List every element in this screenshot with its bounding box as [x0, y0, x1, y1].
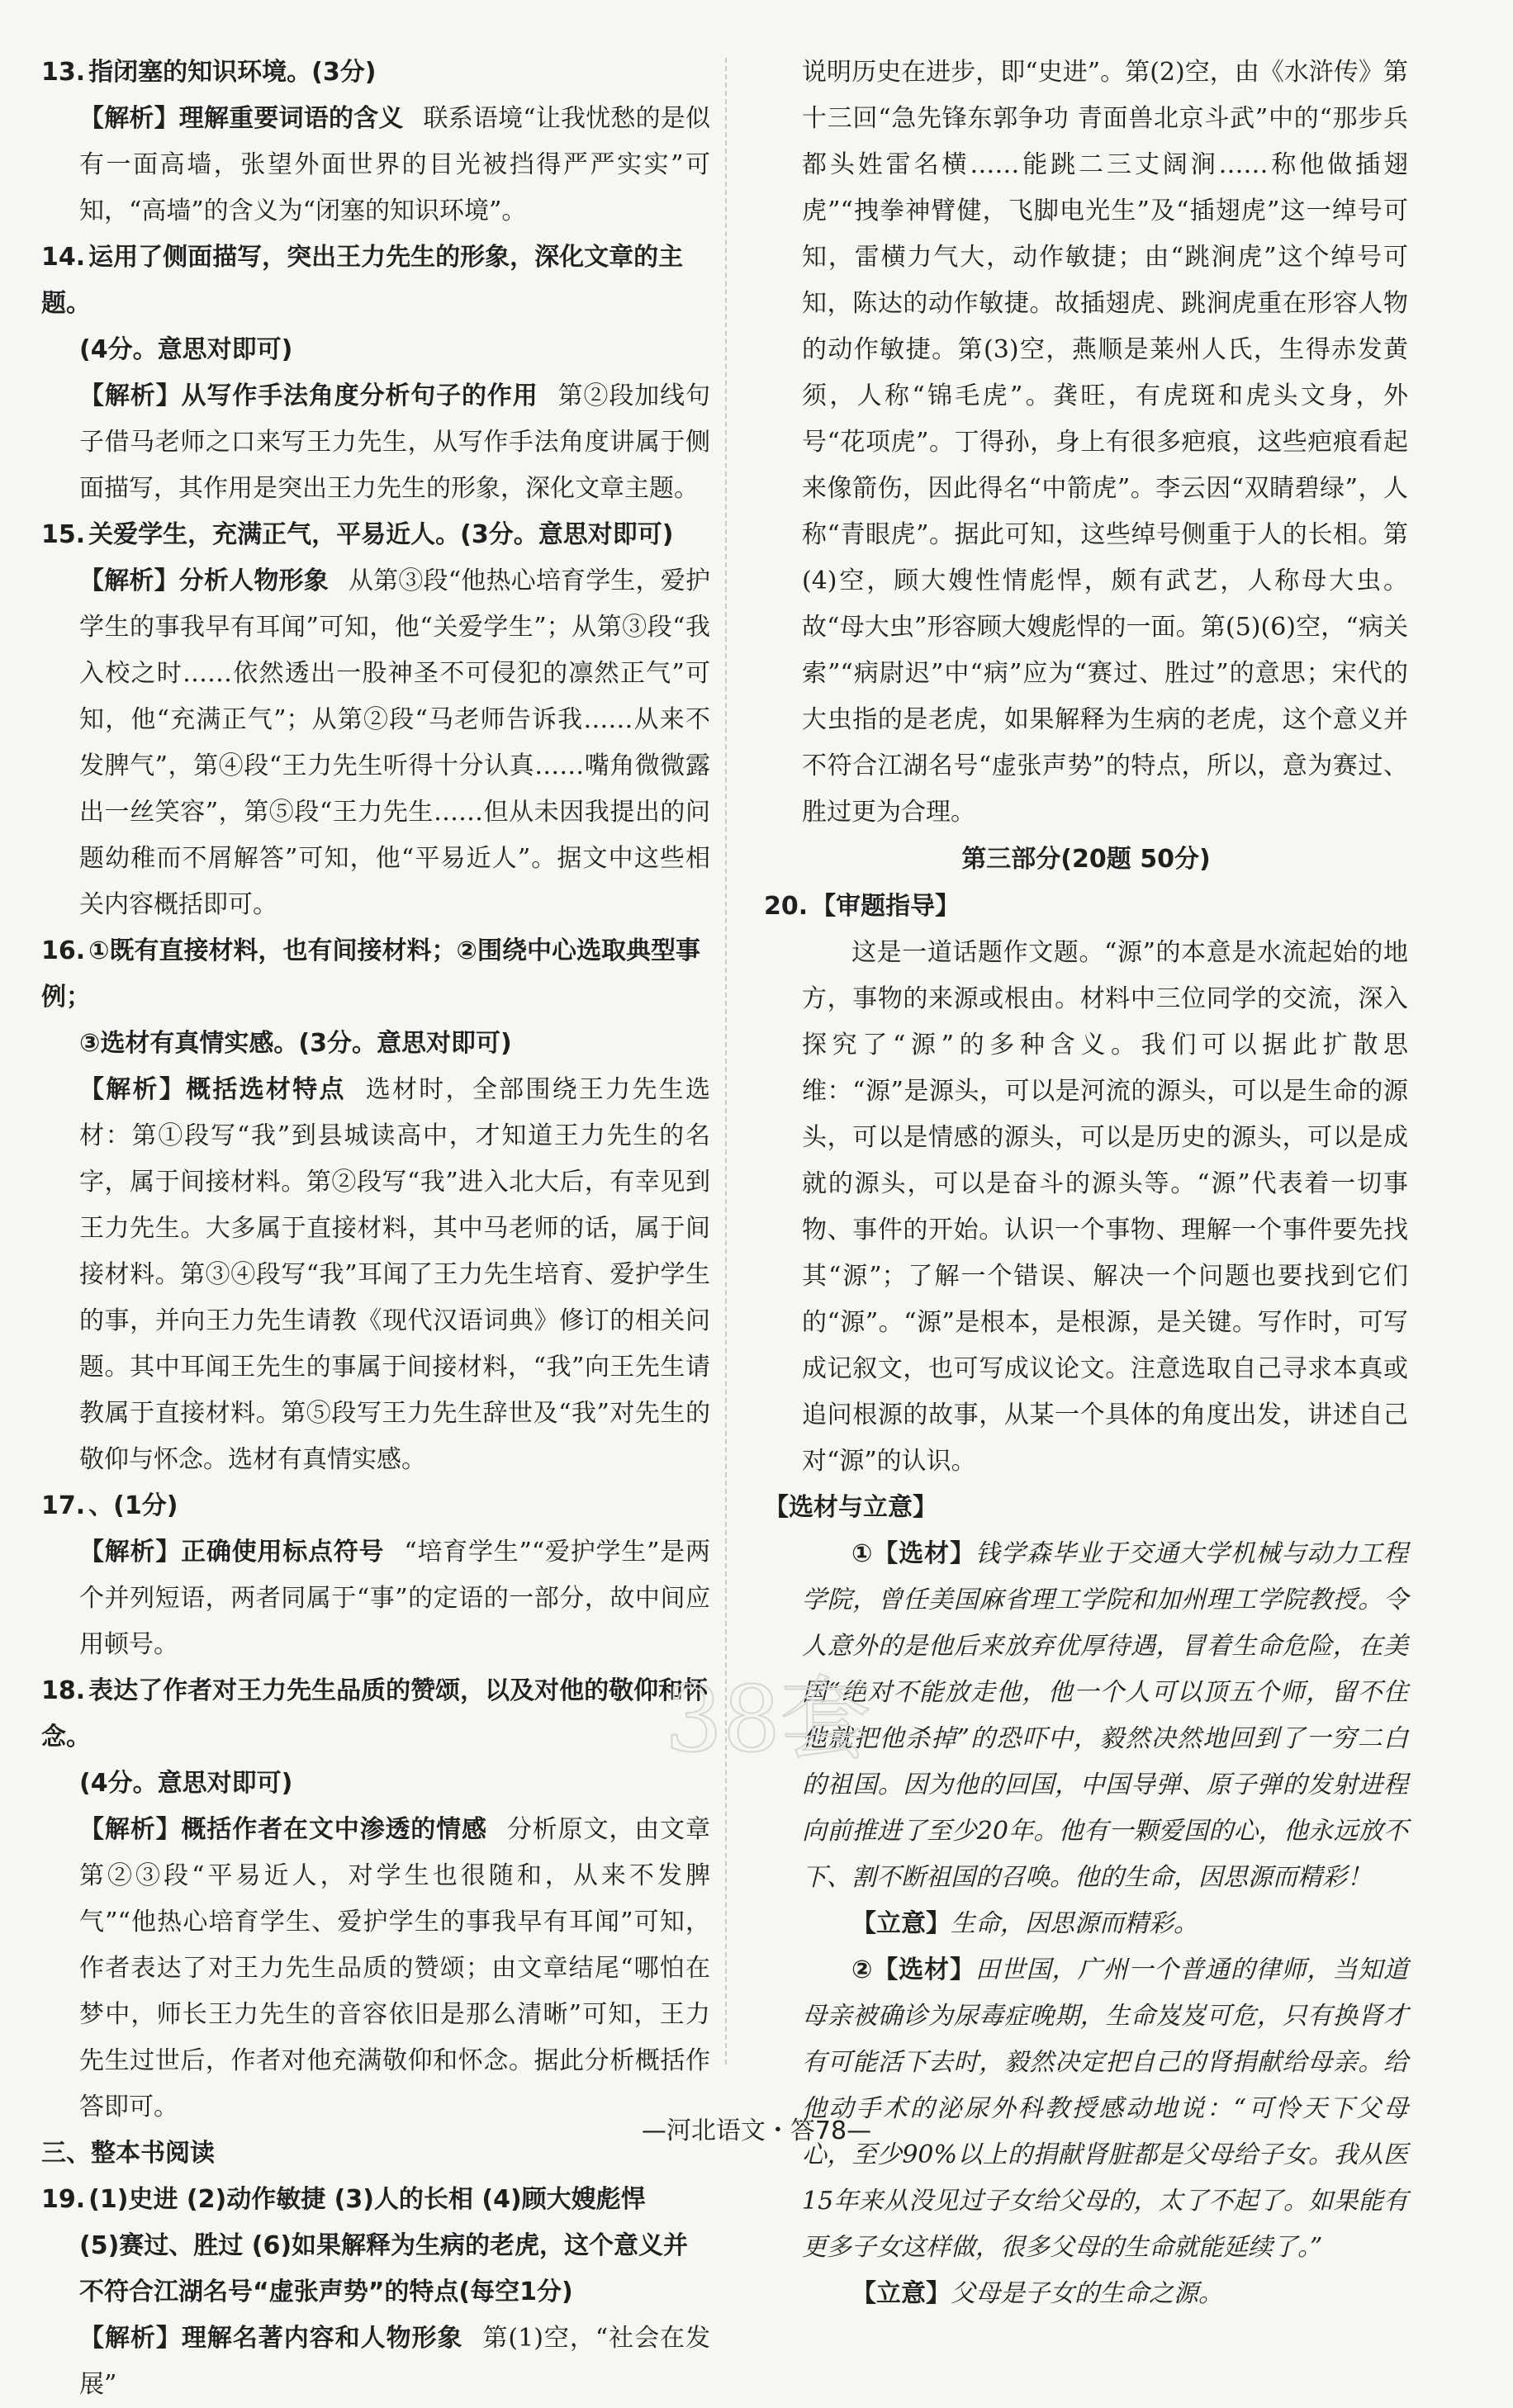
right-column: [764, 50, 1408, 2317]
question-15: [41, 512, 710, 928]
analysis: [41, 373, 710, 512]
analysis-title: 理解重要词语的含义: [178, 104, 404, 133]
theme-tag: 【立意】: [851, 2279, 951, 2308]
material-text: 田世国，广州一个普通的律师，当知道母亲被确诊为尿毒症晚期，生命岌岌可危，只有换肾才有可能活下去时，毅然决定把自己的肾捐献给母亲。给他动手术的泌尿外科教授感动地说：“可怜天下父母心，至少90%以上的捐献肾脏都是父母给子女。我从医15年来从没见过子女给父母的，太了不起了。如果能有更多子女这样做，很多父母的生命就能延续了。”: [802, 1955, 1409, 2262]
answer-text: 、(1分): [88, 1491, 178, 1520]
theme-1: [764, 1901, 1408, 1947]
question-20: [764, 884, 1408, 2317]
analysis-tag: 【解析】: [79, 566, 179, 595]
analysis: [41, 558, 710, 928]
question-14: [41, 235, 710, 512]
theme-text: 生命，因思源而精彩。: [951, 1909, 1198, 1938]
answer-score: (4分。意思对即可): [79, 335, 293, 364]
answer-continued: ③选材有真情实感。(3分。意思对即可): [79, 1029, 512, 1058]
analysis-title: 分析人物形象: [178, 566, 329, 595]
analysis-text: 从第③段“他热心培育学生，爱护学生的事我早有耳闻”可知，他“关爱学生”；从第③段“我入校之时……依然透出一股神圣不可侵犯的凛然正气”可知，他“充满正气”；从第②段“马老师告诉我……从来不发脾气”，第④段“王力先生听得十分认真……嘴角微微露出一丝笑容”，第⑤段“王力先生……但从未因我提出的问题幼稚而不屑解答”可知，他“平易近人”。据文中这些相关内容概括即可。: [79, 566, 711, 919]
left-column: [41, 50, 710, 2408]
question-number: 19.: [41, 2185, 86, 2214]
watermark-text: 38套: [665, 1666, 871, 1772]
analysis-text: 第(1)空，“社会在发展”: [79, 2324, 711, 2399]
analysis-text: 联系语境“让我忧愁的是似有一面高墙，张望外面世界的目光被挡得严严实实”可知，“高墙”的含义为“闭塞的知识环境”。: [79, 104, 711, 225]
answer-continued: (5)赛过、胜过 (6)如果解释为生病的老虎，这个意义并不符合江湖名号“虚张声势”的特点(每空1分): [79, 2231, 689, 2306]
guide-heading: 【审题指导】: [811, 892, 960, 921]
analysis: [41, 1067, 710, 1483]
material-heading: 【选材与立意】: [764, 1493, 937, 1522]
analysis: [41, 96, 710, 235]
analysis-tag: 【解析】: [79, 2324, 182, 2353]
analysis-text: “培育学生”“爱护学生”是两个并列短语，两者同属于“事”的定语的一部分，故中间应用顿号。: [79, 1538, 710, 1659]
analysis: [41, 1529, 710, 1668]
theme-text: 父母是子女的生命之源。: [951, 2279, 1223, 2308]
analysis-title: 概括作者在文中渗透的情感: [181, 1815, 487, 1844]
question-number: 15.: [41, 520, 86, 549]
answer-text: ①既有直接材料，也有间接材料；②围绕中心选取典型事例；: [41, 936, 700, 1012]
page-footer: —河北语文・答78—: [641, 2116, 872, 2145]
guide-text: 这是一道话题作文题。“源”的本意是水流起始的地方，事物的来源或根由。材料中三位同学的交流，深入探究了“源”的多种含义。我们可以据此扩散思维：“源”是源头，可以是河流的源头，可以是生命的源头，可以是情感的源头，可以是历史的源头，可以是成就的源头，可以是奋斗的源头等。“源”代表着一切事物、事件的开始。认识一个事物、理解一个事件要先找其“源”；了解一个错误、解决一个问题也要找到它们的“源”。“源”是根本，是根源，是关键。写作时，可写成记叙文，也可写成议论文。注意选取自己寻求本真或追问根源的故事，从某一个具体的角度出发，讲述自己对“源”的认识。: [802, 938, 1408, 1476]
analysis-text: 第②段加线句子借马老师之口来写王力先生，从写作手法角度讲属于侧面描写，其作用是突出王力先生的形象，深化文章主题。: [79, 382, 711, 503]
answer-text: 指闭塞的知识环境。(3分): [88, 58, 377, 87]
question-16: [41, 928, 710, 1483]
material-text: 钱学森毕业于交通大学机械与动力工程学院，曾任美国麻省理工学院和加州理工学院教授。令人意外的是他后来放弃优厚待遇，冒着生命危险，在美国“绝对不能放走他，他一个人可以顶五个师，留不住他就把他杀掉”的恐吓中，毅然决然地回到了一穷二白的祖国。因为他的回国，中国导弹、原子弹的发射进程向前推进了至少20年。他有一颗爱国的心，他永远放不下、割不断祖国的召唤。他的生命，因思源而精彩！: [802, 1539, 1409, 1892]
material-tag: 【选材】: [873, 1955, 975, 1984]
analysis-title: 从写作手法角度分析句子的作用: [181, 382, 538, 410]
section-heading: 三、整本书阅读: [41, 2139, 215, 2168]
analysis-tag: 【解析】: [79, 382, 182, 410]
answer-score: (4分。意思对即可): [79, 1769, 293, 1798]
question-13: [41, 50, 710, 235]
answer-text: 运用了侧面描写，突出王力先生的形象，深化文章的主题。: [41, 243, 684, 318]
analysis-text: 选材时，全部围绕王力先生选材：第①段写“我”到县城读高中，才知道王力先生的名字，属于间接材料。第②段写“我”进入北大后，有幸见到王力先生。大多属于直接材料，其中马老师的话，属于间接材料。第③④段写“我”耳闻了王力先生培育、爱护学生的事，并向王力先生请教《现代汉语词典》修订的相关问题。其中耳闻王先生的事属于间接材料，“我”向王先生请教属于直接材料。第⑤段写王力先生辞世及“我”对先生的敬仰与怀念。选材有真情实感。: [79, 1075, 711, 1474]
part-heading: 第三部分(20题 50分): [961, 845, 1211, 874]
material-index: ②: [851, 1955, 874, 1984]
analysis-tag: 【解析】: [79, 1815, 182, 1844]
analysis-text: 分析原文，由文章第②③段“平易近人，对学生也很随和，从来不发脾气”“他热心培育学生、爱护学生的事我早有耳闻”可知，作者表达了对王力先生品质的赞颂；由文章结尾“哪怕在梦中，师长王力先生的音容依旧是那么清晰”可知，王力先生过世后，作者对他充满敬仰和怀念。据此分析概括作答即可。: [79, 1815, 711, 2121]
question-18: [41, 1668, 710, 2131]
question-number: 14.: [41, 243, 86, 272]
question-number: 17.: [41, 1491, 86, 1520]
material-index: ①: [851, 1539, 874, 1568]
analysis-title: 正确使用标点符号: [181, 1538, 385, 1567]
theme-2: [764, 2271, 1408, 2317]
answer-text: (1)史进 (2)动作敏捷 (3)人的长相 (4)顾大嫂彪悍: [88, 2185, 646, 2214]
analysis-tag: 【解析】: [79, 1075, 187, 1104]
answer-text: 表达了作者对王力先生品质的赞颂，以及对他的敬仰和怀念。: [41, 1676, 709, 1751]
theme-tag: 【立意】: [851, 1909, 951, 1938]
material-tag: 【选材】: [873, 1539, 975, 1568]
analysis: [41, 2316, 710, 2408]
material-2: [764, 1947, 1408, 2271]
analysis-tag: 【解析】: [79, 104, 179, 133]
answer-text: 关爱学生，充满正气，平易近人。(3分。意思对即可): [88, 520, 674, 549]
watermark-logo: [644, 1652, 892, 1800]
analysis-tag: 【解析】: [79, 1538, 182, 1567]
analysis: [41, 1807, 710, 2131]
question-19: [41, 2177, 710, 2408]
question-number: 20.: [764, 892, 809, 921]
question-17: [41, 1483, 710, 1668]
question-number: 13.: [41, 58, 86, 87]
question-number: 16.: [41, 936, 86, 965]
analysis-title: 理解名著内容和人物形象: [181, 2324, 463, 2353]
analysis-title: 概括选材特点: [186, 1075, 346, 1104]
question-number: 18.: [41, 1676, 86, 1705]
analysis-continued: 说明历史在进步，即“史进”。第(2)空，由《水浒传》第十三回“急先锋东郭争功 青面兽北京斗武”中的“那步兵都头姓雷名横……能跳二三丈阔涧……称他做插翅虎”“拽拳神臂健，飞脚电光生”及“插翅虎”这一绰号可知，雷横力气大，动作敏捷；由“跳涧虎”这个绰号可知，陈达的动作敏捷。故插翅虎、跳涧虎重在形容人物的动作敏捷。第(3)空，燕顺是莱州人氏，生得赤发黄须，人称“锦毛虎”。龚旺，有虎斑和虎头文身，外号“花项虎”。丁得孙，身上有很多疤痕，这些疤痕看起来像箭伤，因此得名“中箭虎”。李云因“双睛碧绿”，人称“青眼虎”。据此可知，这些绰号侧重于人的长相。第(4)空，顾大嫂性情彪悍，颇有武艺，人称母大虫。故“母大虫”形容顾大嫂彪悍的一面。第(5)(6)空，“病关索”“病尉迟”中“病”应为“赛过、胜过”的意思；宋代的大虫指的是老虎，如果解释为生病的老虎，这个意义并不符合江湖名号“虚张声势”的特点，所以，意为赛过、胜过更为合理。: [802, 58, 1408, 827]
